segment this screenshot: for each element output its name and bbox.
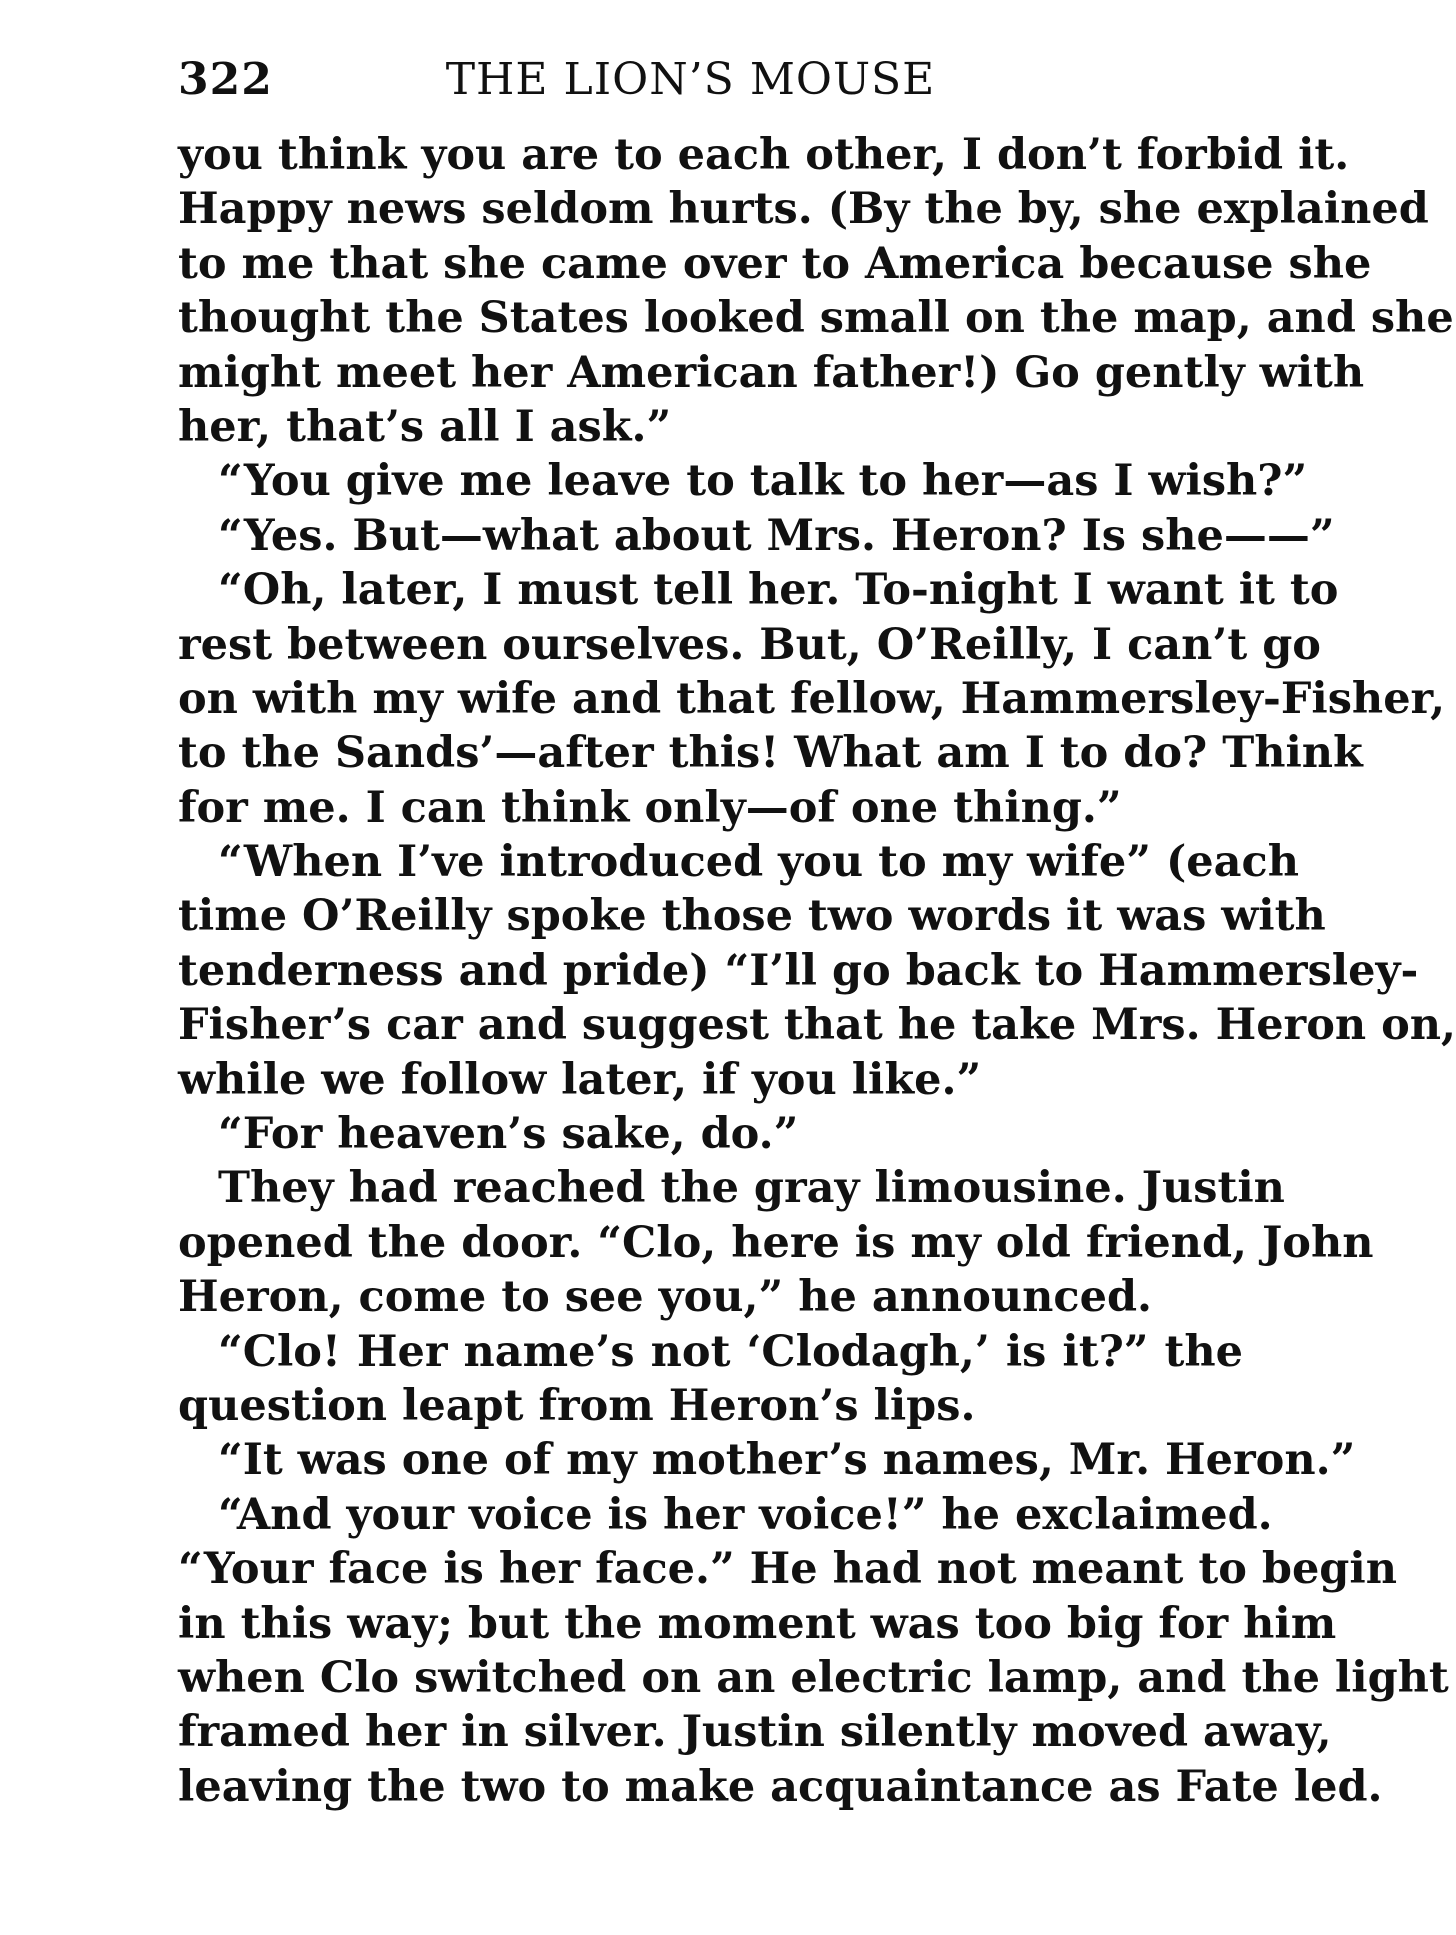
text-line: when Clo switched on an electric lamp, and the light <box>178 1652 1449 1703</box>
text-line: you think you are to each other, I don’t forbid it. <box>178 130 1350 180</box>
text-line: “And your voice is her voice!” he exclaimed. <box>218 1489 1273 1540</box>
text-line: to me that she came over to America because she <box>178 238 1372 289</box>
running-head <box>178 50 1243 110</box>
text-line: “Oh, later, I must tell her. To-night I want it to <box>218 565 1339 616</box>
text-line: time O’Reilly spoke those two words it was with <box>178 891 1326 942</box>
text-line: her, that’s all I ask.” <box>178 401 672 452</box>
text-line: while we follow later, if you like.” <box>178 1054 982 1105</box>
text-line: Happy news seldom hurts. (By the by, she explained <box>178 184 1429 235</box>
text-line: “You give me leave to talk to her—as I wish?” <box>218 456 1308 507</box>
text-line: rest between ourselves. But, O’Reilly, I can’t go <box>178 619 1321 670</box>
text-line: to the Sands’—after this! What am I to do? Think <box>178 728 1363 779</box>
text-line: on with my wife and that fellow, Hammersley-Fisher, <box>178 673 1446 724</box>
text-line: “Yes. But—what about Mrs. Heron? Is she——” <box>218 510 1335 561</box>
text-line: leaving the two to make acquaintance as Fate led. <box>178 1761 1383 1812</box>
text-line: framed her in silver. Justin silently moved away, <box>178 1707 1332 1758</box>
text-line: They had reached the gray limousine. Justin <box>218 1163 1285 1214</box>
running-title: THE LION’S MOUSE <box>445 54 936 105</box>
text-line: question leapt from Heron’s lips. <box>178 1380 976 1431</box>
text-line: tenderness and pride) “I’ll go back to Hammersley- <box>178 945 1419 996</box>
text-line: Heron, come to see you,” he announced. <box>178 1272 1152 1323</box>
text-line: for me. I can think only—of one thing.” <box>178 782 1122 833</box>
body-text <box>178 128 1456 1814</box>
page-number: 322 <box>178 54 273 105</box>
text-line: might meet her American father!) Go gently with <box>178 347 1365 398</box>
text-line: thought the States looked small on the map, and she <box>178 293 1454 344</box>
text-line: “Your face is her face.” He had not meant to begin <box>178 1544 1397 1595</box>
text-line: “It was one of my mother’s names, Mr. Heron.” <box>218 1435 1356 1486</box>
text-line: Fisher’s car and suggest that he take Mrs. Heron on, <box>178 1000 1456 1051</box>
text-line: “Clo! Her name’s not ‘Clodagh,’ is it?” the <box>218 1326 1243 1377</box>
text-line: opened the door. “Clo, here is my old friend, John <box>178 1217 1374 1268</box>
text-line: “For heaven’s sake, do.” <box>218 1109 799 1160</box>
text-line: in this way; but the moment was too big for him <box>178 1598 1337 1649</box>
text-line: “When I’ve introduced you to my wife” (each <box>218 837 1299 888</box>
